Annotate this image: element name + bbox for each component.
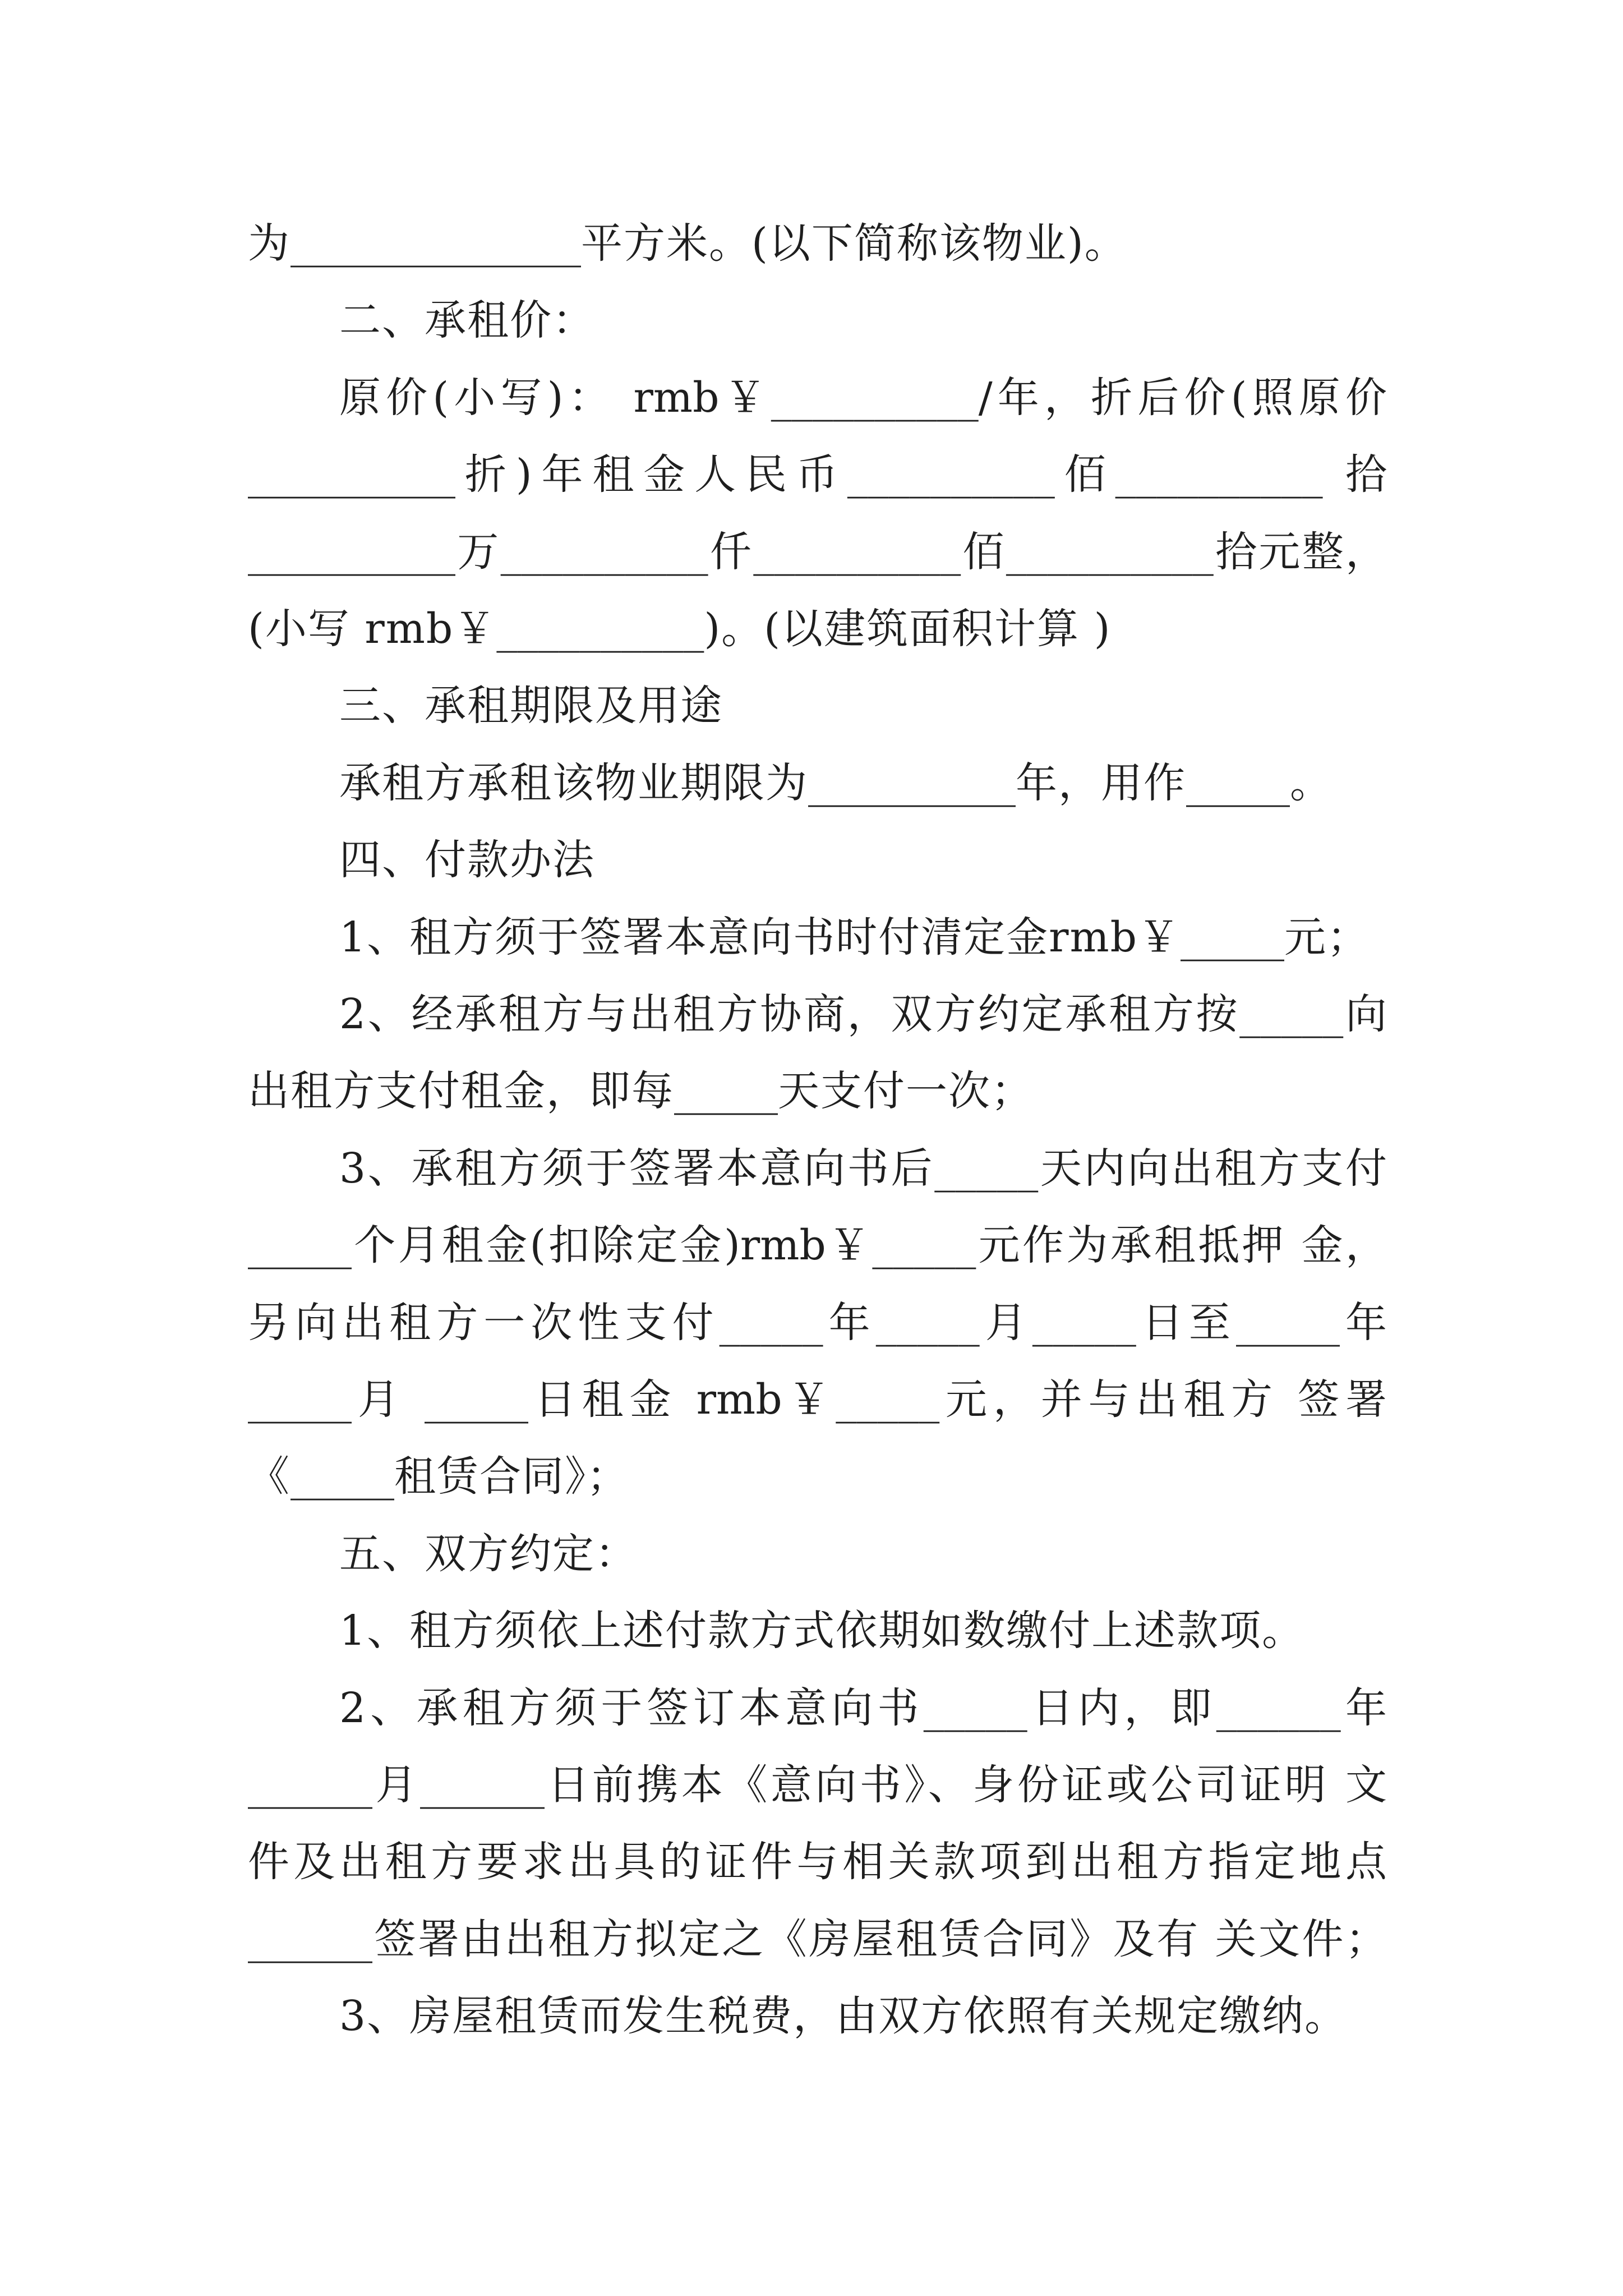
document-line xyxy=(248,601,1111,657)
blank-field: _____ xyxy=(425,1375,528,1424)
document-line xyxy=(248,524,1387,580)
line-text: 元； xyxy=(1284,913,1370,961)
blank-field: ______ xyxy=(1216,1684,1341,1732)
blank-field: ______ xyxy=(419,1761,545,1809)
line-text: 2、承租方须于签订本意向书 xyxy=(339,1684,924,1732)
document-line xyxy=(248,1448,629,1504)
line-text: 签署由出租方拟定之《房屋租赁合同》及有 关文件； xyxy=(372,1915,1387,1963)
blank-field: _____ xyxy=(875,1299,980,1347)
blank-field: ______ xyxy=(248,1915,372,1963)
line-text: 年，用作 xyxy=(1016,759,1186,807)
blank-field: __________ xyxy=(1006,528,1214,576)
line-text: 拾 xyxy=(1322,450,1387,499)
blank-field: __________ xyxy=(808,759,1016,807)
line-text: 佰 xyxy=(1054,450,1115,499)
line-text: 月 xyxy=(372,1761,420,1809)
line-text: 日租金 rmb￥ xyxy=(528,1375,836,1424)
line-text: 五、双方约定： xyxy=(339,1530,638,1578)
line-text: 日内，即 xyxy=(1027,1684,1216,1732)
line-text: 件及出租方要求出具的证件与相关款项到出租方指定地点 xyxy=(248,1838,1387,1886)
line-text: 仟 xyxy=(708,528,754,576)
line-text: 天内向出租方支付 xyxy=(1038,1144,1387,1193)
blank-field: _____ xyxy=(872,1221,976,1269)
line-text: 平方米。(以下简称该物业)。 xyxy=(581,219,1127,268)
line-text: 佰 xyxy=(961,528,1006,576)
line-text: 租赁合同》； xyxy=(394,1452,629,1501)
line-text: 天支付一次； xyxy=(778,1067,1034,1115)
blank-field: __________ xyxy=(847,450,1055,499)
line-text: 月 xyxy=(352,1375,425,1424)
blank-field: _____ xyxy=(248,1221,352,1269)
blank-field: _____ xyxy=(719,1299,823,1347)
line-text: 1、租方须于签署本意向书时付清定金rmb￥ xyxy=(339,913,1181,961)
line-text: 元作为承租抵押 金， xyxy=(976,1221,1387,1269)
line-text: 3、承租方须于签署本意向书后 xyxy=(339,1144,935,1193)
blank-field: _____ xyxy=(923,1684,1027,1732)
line-text: 承租方承租该物业期限为 xyxy=(339,759,808,807)
blank-field: _____ xyxy=(248,1375,352,1424)
blank-field: __________ xyxy=(248,528,455,576)
line-text: 3、房屋租赁而发生税费，由双方依照有关规定缴纳。 xyxy=(339,1992,1348,2040)
line-text: )。(以建筑面积计算 ) xyxy=(704,605,1112,653)
document-line xyxy=(339,1140,1387,1197)
line-text: (小写 rmb￥ xyxy=(248,605,497,653)
line-text: 日至 xyxy=(1136,1299,1236,1347)
line-text: 。 xyxy=(1290,759,1332,807)
line-text: 另向出租方一次性支付 xyxy=(248,1299,720,1347)
line-text: 原价(小写)： rmb￥ xyxy=(339,374,771,422)
document-line xyxy=(248,1372,1387,1428)
blank-field: _____ xyxy=(1181,913,1284,961)
line-text: 年 xyxy=(1340,1684,1387,1732)
document-line xyxy=(339,1988,1347,2044)
document-line xyxy=(339,909,1370,965)
document-line xyxy=(339,370,1387,426)
line-text: 折)年租金人民币 xyxy=(455,450,847,499)
blank-field: _____ xyxy=(1239,990,1344,1038)
line-text: 日前携本《意向书》、身份证或公司证明 文 xyxy=(544,1761,1387,1809)
line-text: 个月租金(扣除定金)rmb￥ xyxy=(352,1221,873,1269)
line-text: 《 xyxy=(248,1452,291,1501)
line-text: 二、承租价： xyxy=(339,296,595,344)
section-heading xyxy=(339,292,595,348)
line-text: 四、付款办法 xyxy=(339,836,595,884)
line-text: 三、承租期限及用途 xyxy=(339,682,723,730)
document-line xyxy=(339,1603,1304,1659)
line-text: 年 xyxy=(823,1299,876,1347)
document-line xyxy=(248,1834,1387,1890)
document-line xyxy=(248,1911,1387,1967)
line-text: 年 xyxy=(1339,1299,1387,1347)
blank-field: _____ xyxy=(1186,759,1290,807)
blank-field: __________ xyxy=(753,528,961,576)
line-text: 拾元整， xyxy=(1213,528,1387,576)
section-heading xyxy=(339,678,723,734)
line-text: 1、租方须依上述付款方式依期如数缴付上述款项。 xyxy=(339,1607,1305,1655)
blank-field: __________ xyxy=(496,605,704,653)
document-line xyxy=(248,215,1127,272)
blank-field: __________ xyxy=(1115,450,1323,499)
blank-field: _____ xyxy=(291,1452,394,1501)
blank-field: _____ xyxy=(1235,1299,1340,1347)
blank-field: _____ xyxy=(836,1375,940,1424)
document-line xyxy=(248,1217,1387,1273)
document-line xyxy=(248,447,1387,503)
document-line xyxy=(339,1680,1387,1736)
line-text: 元，并与出租方 签署 xyxy=(939,1375,1387,1424)
document-line xyxy=(248,1063,1034,1119)
section-heading xyxy=(339,1526,638,1582)
line-text: 向 xyxy=(1343,990,1387,1038)
blank-field: ______ xyxy=(248,1761,372,1809)
blank-field: _____ xyxy=(1032,1299,1136,1347)
blank-field: _____ xyxy=(934,1144,1039,1193)
blank-field: __________ xyxy=(248,450,455,499)
document-line xyxy=(248,1757,1387,1813)
line-text: 万 xyxy=(455,528,501,576)
line-text: 2、经承租方与出租方协商，双方约定承租方按 xyxy=(339,990,1240,1038)
line-text: /年，折后价(照原价 xyxy=(978,374,1387,422)
blank-field: __________ xyxy=(771,374,979,422)
line-text: 月 xyxy=(979,1299,1032,1347)
blank-field: __________ xyxy=(500,528,708,576)
line-text: 出租方支付租金，即每 xyxy=(248,1067,674,1115)
line-text: 为 xyxy=(248,219,291,268)
document-line xyxy=(248,1295,1387,1351)
document-line xyxy=(339,755,1332,811)
blank-field: _____ xyxy=(674,1067,778,1115)
blank-field: ______________ xyxy=(291,219,581,268)
document-line xyxy=(339,986,1387,1042)
section-heading xyxy=(339,832,595,888)
